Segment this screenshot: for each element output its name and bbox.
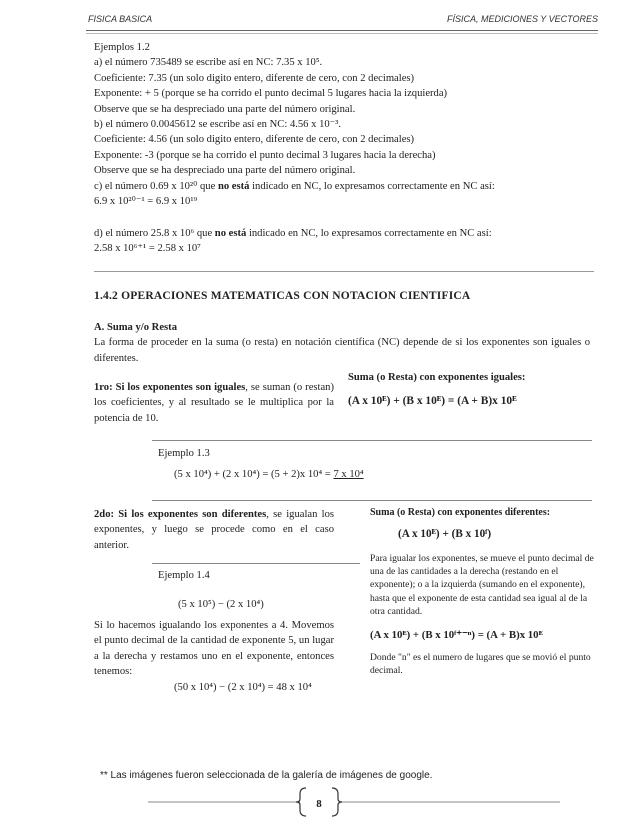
header-right: FÍSICA, MEDICIONES Y VECTORES	[446, 14, 598, 24]
page-number-ornament	[0, 782, 638, 822]
ex-line: Exponente: + 5 (porque se ha corrido el punto decimal 5 lugares hacia la izquierda)	[94, 88, 448, 100]
box1-title: Suma (o Resta) con exponentes iguales:	[348, 372, 526, 383]
right-brace-icon	[332, 788, 342, 816]
ej13-formula	[174, 467, 638, 482]
box2-title: Suma (o Resta) con exponentes diferentes:	[370, 507, 551, 518]
page-header	[88, 14, 598, 30]
box2-formula-2: (A x 10ᴱ) + (B x 10ᶠ⁺⁻ⁿ) = (A + B)x 10ᴱ	[370, 629, 543, 642]
ex-line: b) el número 0.0045612 se escribe así en NC: 4.56 x 10⁻³.	[94, 119, 342, 131]
example-1-4-rule	[152, 563, 360, 564]
ej14-text: Si lo hacemos igualando los exponentes a 4. Movemos el punto decimal de la cantidad de exponente 5, un lugar a la derecha y restamos uno en el exponente, entonces tenemos:	[94, 620, 334, 678]
left-brace-icon	[296, 788, 306, 816]
ex-d-result: 2.58 x 10⁶⁺¹ = 2.58 x 10⁷	[94, 243, 201, 255]
ej14-title: Ejemplo 1.4	[158, 570, 210, 581]
ex-d-post: indicado en NC, lo expresamos correctamente en NC así:	[246, 228, 492, 239]
case-2-text	[94, 507, 334, 553]
ej14-result: (50 x 10⁴) − (2 x 10⁴) = 48 x 10⁴	[174, 682, 312, 693]
ex-line: Exponente: -3 (porque se ha corrido el punto decimal 3 lugares hacia la derecha)	[94, 149, 436, 161]
ex-line: Observe que se ha despreciado una parte del número original.	[94, 165, 356, 177]
suma-intro-text: La forma de proceder en la suma (o resta) en notación científica (NC) depende de si los exponentes son iguales o diferentes.	[94, 337, 590, 364]
ex-c-result: 6.9 x 10²⁰⁻¹ = 6.9 x 10¹⁹	[94, 196, 198, 208]
ex-d-line	[94, 226, 594, 241]
case-2-body: , se igualan los exponentes, y luego se procede como en el caso anterior.	[94, 509, 334, 551]
box2-formula: (A x 10ᴱ) + (B x 10ᶠ)	[398, 528, 492, 540]
section-title: 1.4.2 OPERACIONES MATEMATICAS CON NOTACION CIENTIFICA	[94, 290, 471, 302]
ej14-formula: (5 x 10⁵) − (2 x 10⁴)	[178, 599, 264, 611]
suma-intro	[94, 320, 590, 366]
case-2-bold: 2do: Si los exponentes son diferentes	[94, 509, 267, 520]
ej14-result-wrap	[174, 680, 374, 695]
example-d	[94, 226, 594, 257]
header-left: FISICA BASICA	[88, 14, 153, 24]
ex-line: Observe que se ha despreciado una parte del número original.	[94, 103, 356, 115]
ex-c-pre: c) el número 0.69 x 10²⁰ que	[94, 180, 218, 192]
example-1-3-rule	[152, 440, 592, 441]
box-equal-exponents	[348, 372, 598, 407]
ej13-formula-result: 7 x 10⁴	[333, 469, 364, 481]
case-1-body: , se suman (o restan) los coeficientes, y al resultado se le multiplica por la potencia de 10.	[94, 382, 334, 424]
section-divider	[94, 271, 594, 272]
header-rule-2	[86, 33, 598, 34]
ex-line: a) el número 735489 se escribe así en NC: 7.35 x 10⁵.	[94, 57, 323, 69]
ex-line: Coeficiente: 7.35 (un solo digito entero, diferente de cero, con 2 decimales)	[94, 72, 415, 84]
ej13-formula-pre: (5 x 10⁴) + (2 x 10⁴) = (5 + 2)x 10⁴ =	[174, 469, 334, 481]
ej13-title: Ejemplo 1.3	[158, 448, 210, 459]
ex-c-bold: no está	[217, 180, 250, 192]
box2-note: Donde "n" es el numero de lugares que se movió el punto decimal.	[370, 652, 591, 677]
header-rule	[86, 30, 598, 31]
footer-note: ** Las imágenes fueron seleccionada de la galería de imágenes de google.	[100, 770, 433, 781]
ex-line: Ejemplos 1.2	[94, 42, 150, 53]
ex-line: Coeficiente: 4.56 (un solo digito entero, diferente de cero, con 2 decimales)	[94, 134, 415, 146]
box1-formula: (A x 10ᴱ) + (B x 10ᴱ) = (A + B)x 10ᴱ	[348, 395, 517, 407]
page-number: 8	[316, 798, 322, 810]
example-1-3-rule-bottom	[152, 500, 592, 501]
ex-d-bold: no está	[214, 228, 247, 239]
example-1-3	[158, 446, 638, 483]
examples-1-2	[94, 40, 594, 209]
box2-text: Para igualar los exponentes, se mueve el punto decimal de una de las cantidades a la derecha (restando en el exponente); o a la izquierda (sumando en el exponente), hasta que el exponente de esta cantidad sea igual al de la otra cantidad.	[370, 553, 594, 617]
example-1-4	[158, 568, 358, 613]
ex-d-pre: d) el número 25.8 x 10⁶ que	[94, 228, 215, 239]
suma-heading: A. Suma y/o Resta	[94, 322, 177, 333]
ex-c-line	[94, 179, 594, 194]
case-1-text	[94, 380, 334, 426]
case-1-bold: 1ro: Si los exponentes son iguales	[94, 382, 246, 393]
ex-c-post: indicado en NC, lo expresamos correctamente en NC así:	[249, 180, 495, 192]
box-different-exponents	[370, 507, 596, 677]
